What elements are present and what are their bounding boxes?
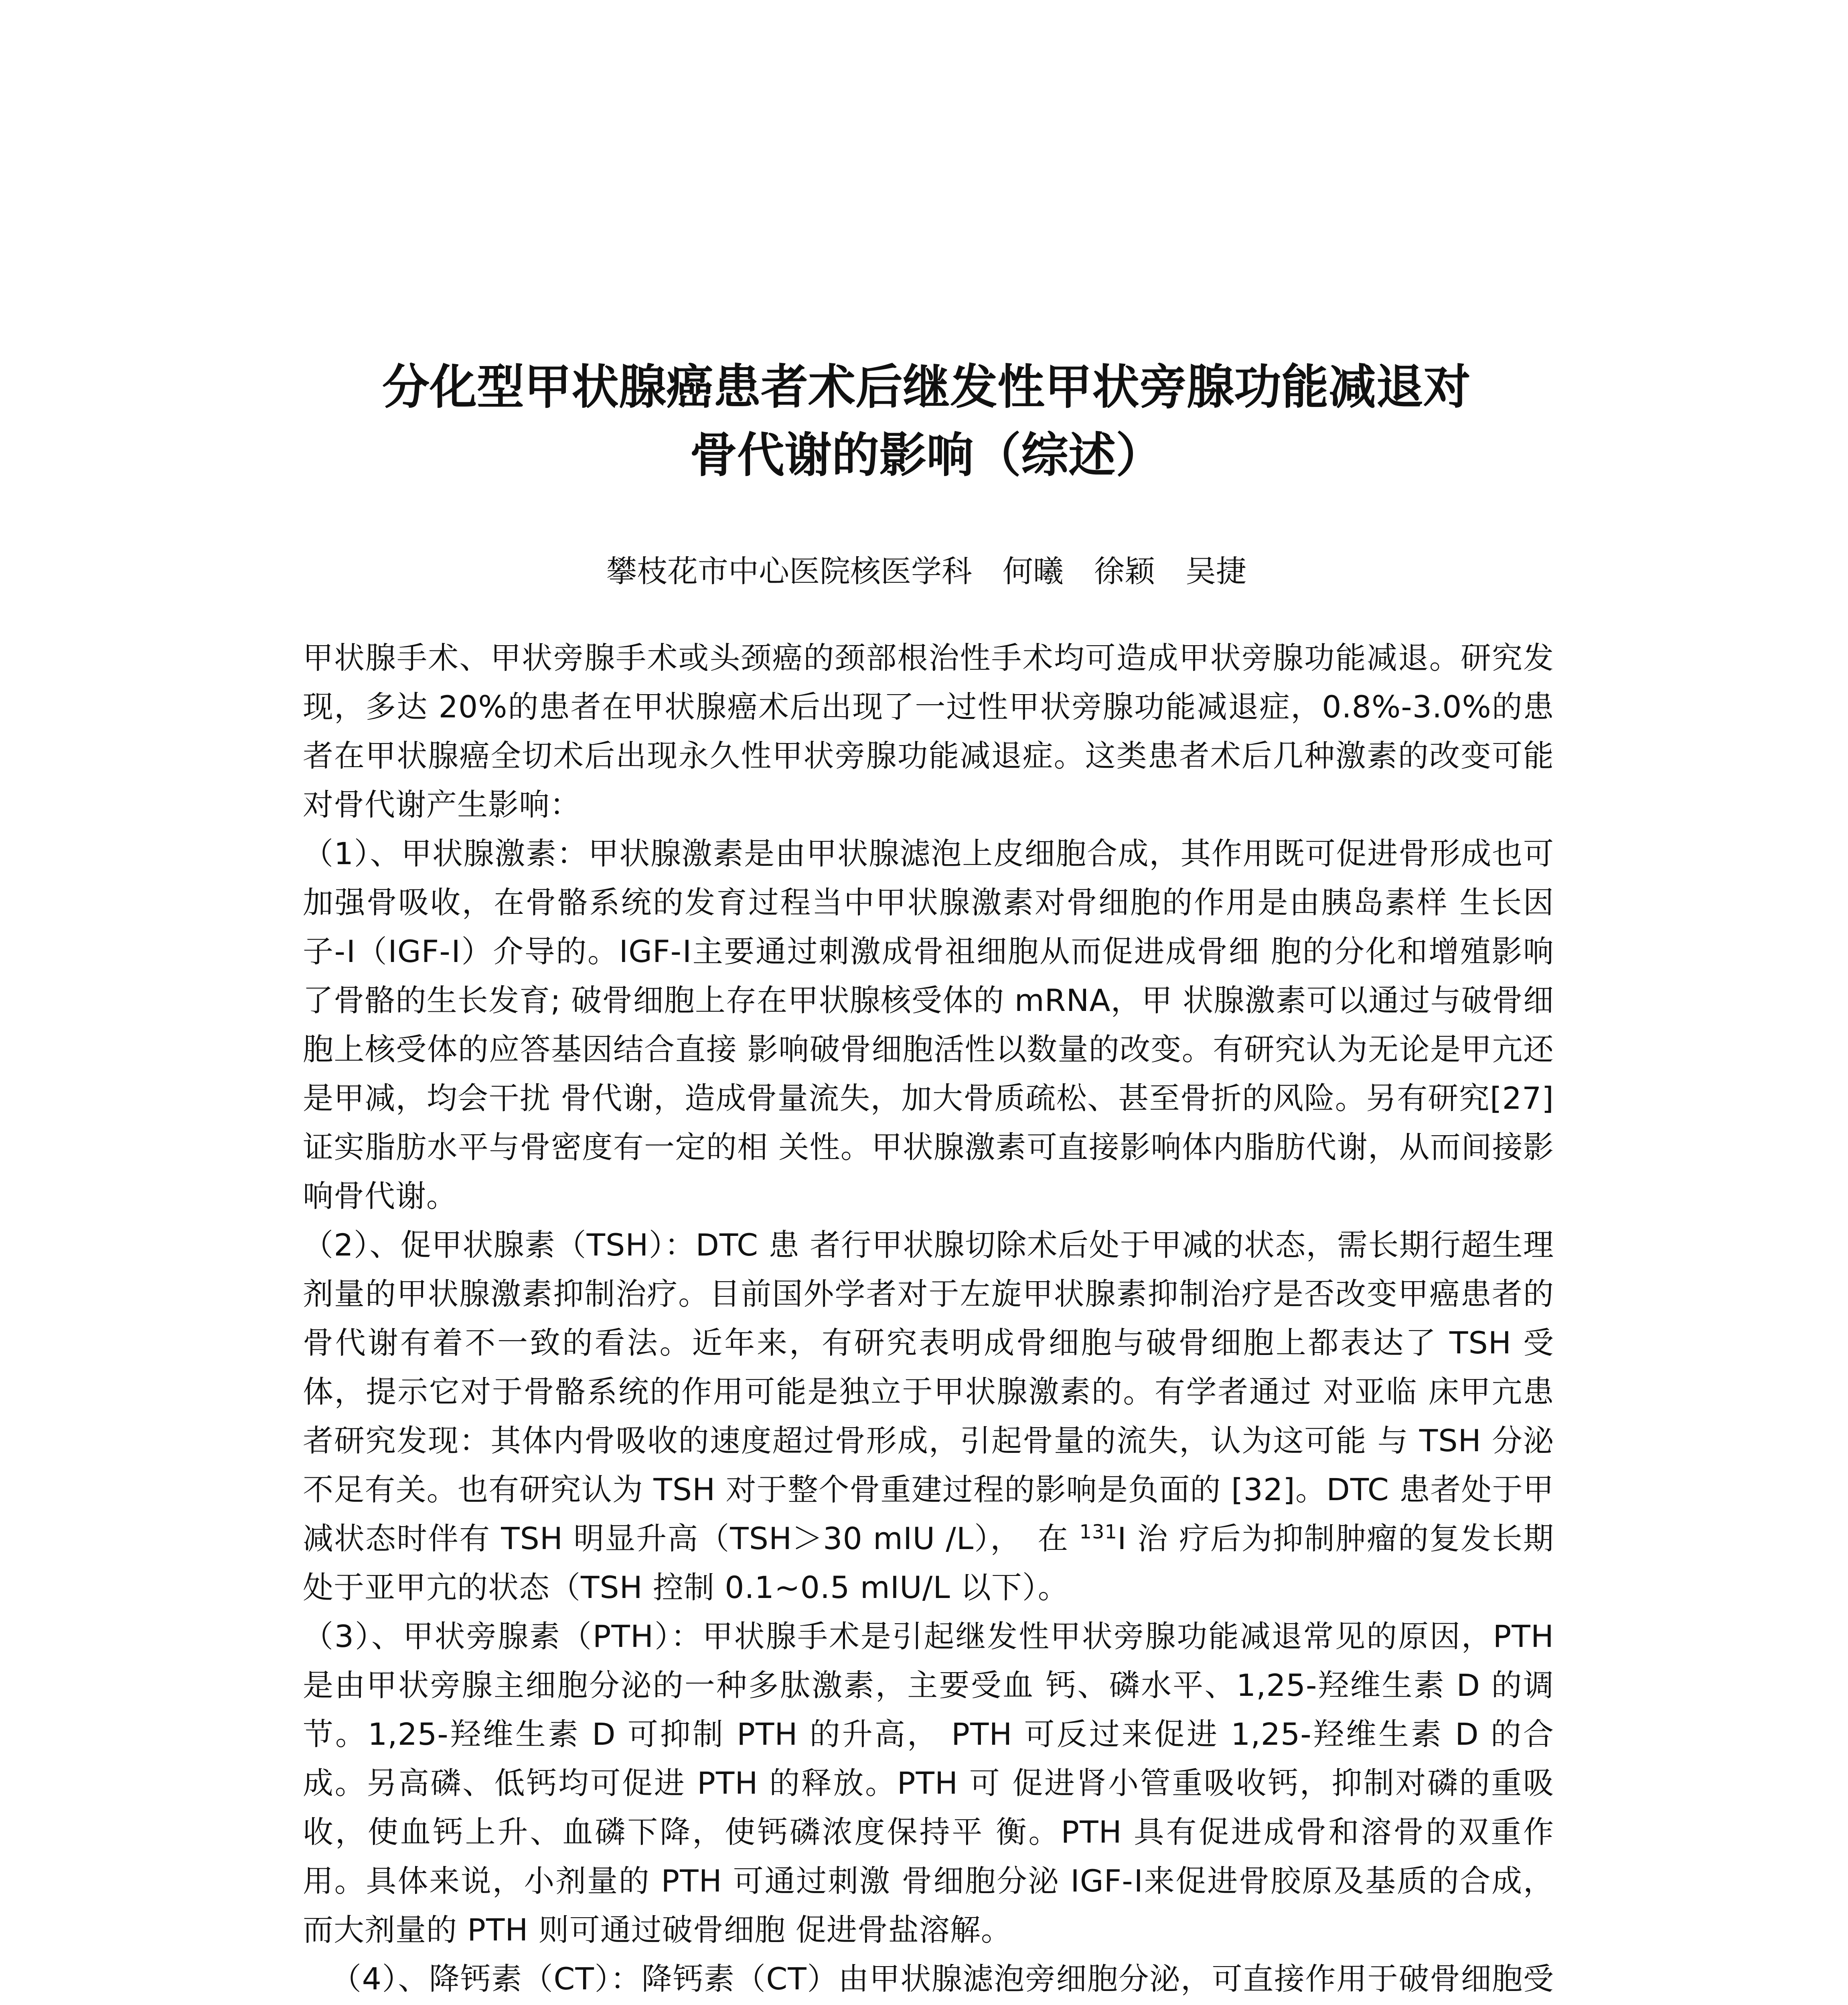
section-calcitonin: （4）、降钙素（CT）：降钙素（CT）由甲状腺滤泡旁细胞分泌，可直接作用于破骨细胞受 [331,1961,1554,1997]
title-line-2: 骨代谢的影响（综述） [689,427,1163,483]
section-pth: （3）、甲状旁腺素（PTH）：甲状腺手术是引起继发性甲状旁腺功能减退常见的原因，PTH 是由甲状旁腺主细胞分泌的一种多肽激素，主要受血 钙、磷水平、1,25-羟维生素 D 的调节。1,25-羟维生素 D 可抑制 PTH 的升高， PTH 可反过来促进 1,25-羟维生素 D 的合成。另高磷、低钙均可促进 PTH 的释放。PTH 可 促进肾小管重吸收钙，抑制对磷的重吸收，使血钙上升、血磷下降，使钙磷浓度保持平 衡。PTH 具有促进成骨和溶骨的双重作用。具体来说，小剂量的 PTH 可通过刺激 骨细胞分泌 IGF-Ⅰ来促进骨胶原及基质的合成，而大剂量的 PTH 则可通过破骨细胞 促进骨盐溶解。 [303,1618,1554,1948]
article-title [297,353,1556,489]
author-affiliation: 攀枝花市中心医院核医学科 何曦 徐颖 吴捷 [606,553,1246,589]
isotope-superscript: 131 [1079,1521,1118,1543]
section-tsh [303,1221,1554,1612]
intro-paragraph: 甲状腺手术、甲状旁腺手术或头颈癌的颈部根治性手术均可造成甲状旁腺功能减退。研究发现，多达 20%的患者在甲状腺癌术后出现了一过性甲状旁腺功能减退症，0.8%-3.0%的患者在甲状腺癌全切术后出现永久性甲状旁腺功能减退症。这类患者术后几种激素的改变可能对骨代谢产生影响： [303,640,1554,822]
article-body [303,634,1554,2005]
title-line-1: 分化型甲状腺癌患者术后继发性甲状旁腺功能减退对 [382,359,1471,415]
section-thyroid-hormone: （1）、甲状腺激素：甲状腺激素是由甲状腺滤泡上皮细胞合成，其作用既可促进骨形成也可加强骨吸收，在骨骼系统的发育过程当中甲状腺激素对骨细胞的作用是由胰岛素样 生长因子-Ⅰ（IGF-Ⅰ）介导的。IGF-Ⅰ主要通过刺激成骨祖细胞从而促进成骨细 胞的分化和增殖影响了骨骼的生长发育; 破骨细胞上存在甲状腺核受体的 mRNA，甲 状腺激素可以通过与破骨细胞上核受体的应答基因结合直接 影响破骨细胞活性以数量的改变。有研究认为无论是甲亢还是甲减，均会干扰 骨代谢，造成骨量流失，加大骨质疏松、甚至骨折的风险。另有研究[27]证实脂肪水平与骨密度有一定的相 关性。甲状腺激素可直接影响体内脂肪代谢，从而间接影响骨代谢。 [303,836,1554,1214]
section-tsh-text-a: （2）、促甲状腺素（TSH）：DTC 患 者行甲状腺切除术后处于甲减的状态，需长期行超生理剂量的甲状腺激素抑制治疗。目前国外学者对于左旋甲状腺素抑制治疗是否改变甲癌患者的骨代谢有着不一致的看法。近年来，有研究表明成骨细胞与破骨细胞上都表达了 TSH 受体，提示它对于骨骼系统的作用可能是独立于甲状腺激素的。有学者通过 对亚临 床甲亢患者研究发现：其体内骨吸收的速度超过骨形成，引起骨量的流失，认为这可能 与 TSH 分泌不足有关。也有研究认为 TSH 对于整个骨重建过程的影响是负面的 [32]。DTC 患者处于甲减状态时伴有 TSH 明显升高（TSH＞30 mIU /L）， 在 [303,1227,1554,1556]
section-tsh-text-b: I 治 疗后为抑制肿瘤的复发长期处于亚甲亢的状态（TSH 控制 0.1~0.5 mIU/L 以下）。 [303,1521,1554,1605]
